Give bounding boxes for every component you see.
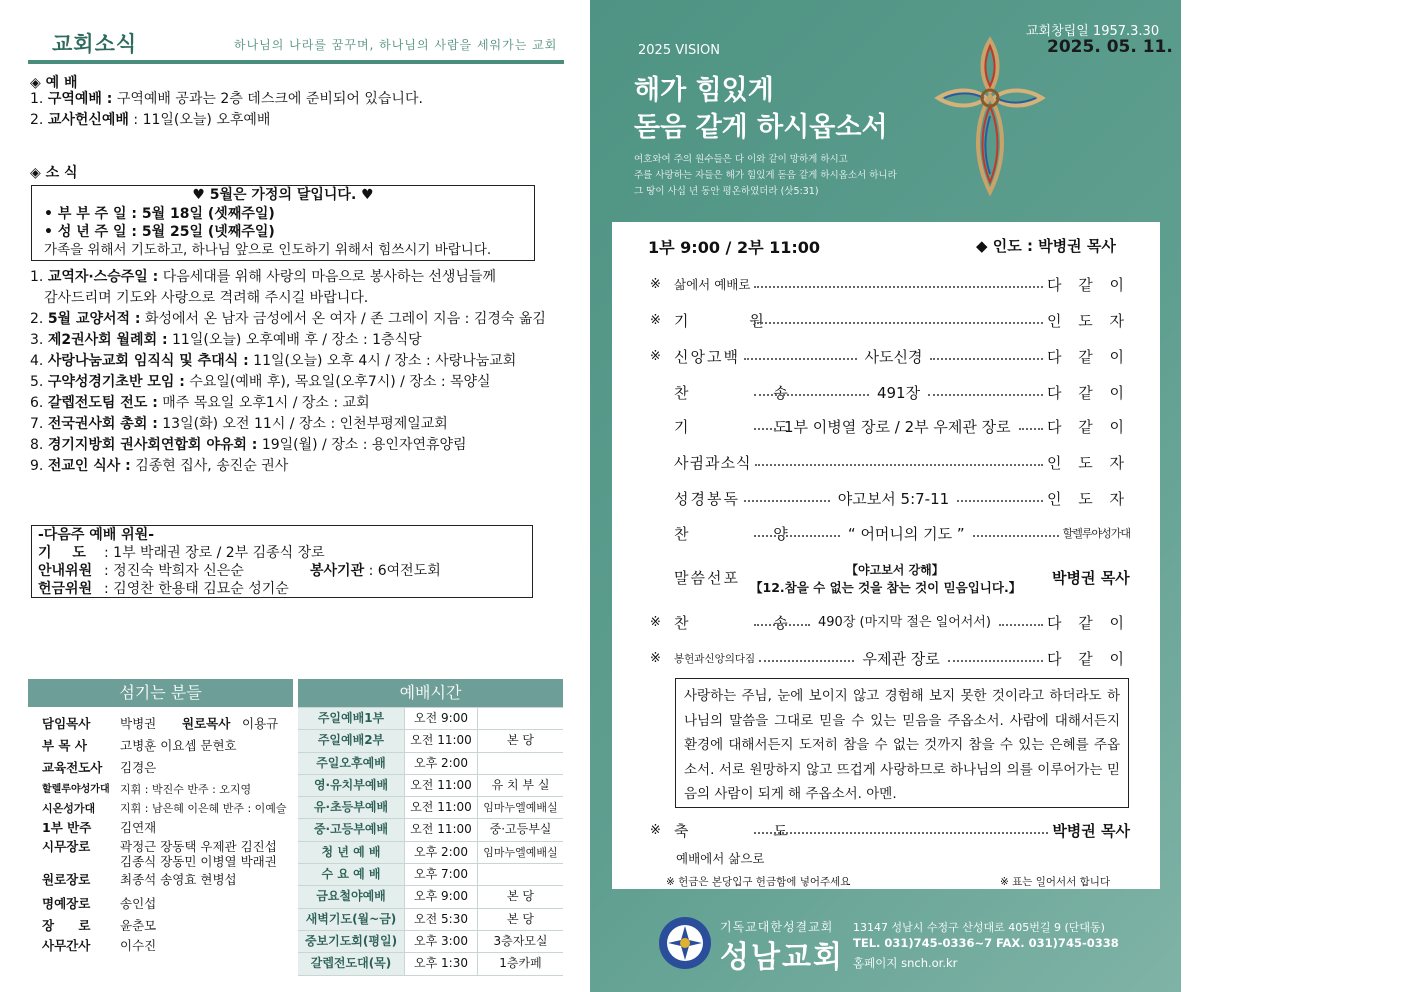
woven-cross-icon — [930, 36, 1050, 196]
list-item: 1. 구역예배 : 구역예배 공과는 2층 데스크에 준비되어 있습니다. — [30, 91, 423, 107]
table-row: 영·유치부예배 오전 11:00 유 치 부 실 — [298, 775, 563, 797]
list-item: 8. 경기지방회 권사회연합회 야유회 : 19일(월) / 장소 : 용인자연휴양림 — [30, 437, 467, 453]
table-row: 수 요 예 배 오후 7:00 — [298, 864, 563, 886]
prayer-box: 사랑하는 주님, 눈에 보이지 않고 경험해 보지 못한 것이라고 하더라도 하나님의 말씀을 그대로 믿을 수 있는 믿음을 주옵소서. 사람에 대해서든지 환경에 대해서든지 도저히 참을 수 없는 것까지 참을 수 있는 은혜를 주옵소서. 서로 원망하지 않고 뜨겁게 사랑하므로 하나님의 의를 이루어가는 믿음의 사람이 되게 해 주옵소서. 아멘. — [675, 678, 1129, 808]
header-divider — [28, 60, 564, 64]
table-row: 중·고등부예배 오전 11:00 중·고등부실 — [298, 819, 563, 841]
table-row: 금요철야예배 오후 9:00 본 당 — [298, 886, 563, 908]
list-item: 시무장로 곽정근 장동택 우제관 김진섭 김종식 장동민 이병열 박래권 — [42, 839, 277, 869]
family-month-line: • 부 부 주 일 : 5월 18일 (셋째주일) — [44, 206, 275, 222]
offering-note: ※ 헌금은 본당입구 헌금함에 넣어주세요 — [666, 876, 851, 888]
servants-table — [28, 679, 293, 957]
order-item: 찬 양 “ 어머니의 기도 ” 할렐루야성가대 — [674, 525, 1130, 543]
order-item: 사귐과소식 인 도 자 — [674, 454, 1130, 472]
list-item: 교육전도사 김경은 — [42, 760, 157, 775]
services-table — [298, 679, 563, 976]
list-item: 4. 사랑나눔교회 임직식 및 추대식 : 11일(오늘) 오후 4시 / 장소 : 사랑나눔교회 — [30, 353, 517, 369]
servants-title: 섬기는 분들 — [28, 679, 293, 707]
list-item: 사무간사 이수진 — [42, 938, 157, 953]
news-list — [30, 267, 546, 477]
list-item: 5. 구약성경기초반 모임 : 수요일(예배 후), 목요일(오후7시) / 장소 : 목양실 — [30, 374, 491, 390]
list-item: 부 목 사 고병훈 이요셉 문현호 — [42, 738, 237, 753]
church-name: 성남교회 — [720, 940, 844, 975]
table-row: 주일예배2부 오전 11:00 본 당 — [298, 730, 563, 752]
service-times: 1부 9:00 / 2부 11:00 — [648, 238, 821, 257]
service-leader: ◆ 인도 : 박병권 목사 — [976, 237, 1116, 255]
list-item: 7. 전국권사회 총회 : 13일(화) 오전 11시 / 장소 : 인천부평제일교회 — [30, 416, 448, 432]
table-row: 청 년 예 배 오후 2:00 임마누엘예배실 — [298, 842, 563, 864]
next-week-offering: 헌금위원 : 김영찬 한용태 김묘순 성기순 — [38, 581, 289, 597]
order-item: ※ 기 원 인 도 자 — [650, 312, 1130, 330]
family-month-line: 가족을 위해서 기도하고, 하나님 앞으로 인도하기 위해서 힘쓰시기 바랍니다. — [44, 242, 492, 258]
order-item: ※ 찬 송 490장 (마지막 절은 일어서서) 다 같 이 — [650, 614, 1130, 632]
table-row: 주일오후예배 오후 2:00 — [298, 753, 563, 775]
denomination: 기독교대한성결교회 — [720, 920, 834, 934]
cover-headline: 해가 힘있게 돋음 같게 하시옵소서 — [634, 75, 888, 143]
list-item: 6. 갈렙전도팀 전도 : 매주 목요일 오후1시 / 장소 : 교회 — [30, 395, 370, 411]
order-item: ※ 축 도 박병권 목사 — [650, 822, 1130, 840]
page-title: 교회소식 — [52, 32, 138, 56]
worship-list — [30, 89, 423, 131]
list-item: 3. 제2권사회 월례회 : 11일(오늘) 오후예배 후 / 장소 : 1층식당 — [30, 332, 422, 348]
list-item: 명예장로 송인섭 — [42, 896, 157, 911]
sermon-label: 말씀선포 — [674, 569, 740, 587]
founded-date: 교회창립일 1957.3.30 — [1026, 24, 1160, 39]
church-tel: TEL. 031)745-0336~7 — [853, 936, 993, 950]
table-row: 주일예배1부 오전 9:00 — [298, 708, 563, 730]
news-heading: ◈ 소 식 — [30, 165, 78, 181]
servants-list — [28, 707, 293, 957]
table-row: 유·초등부예배 오전 11:00 임마누엘예배실 — [298, 797, 563, 819]
worship-heading: ◈ 예 배 — [30, 75, 78, 91]
table-row: 갈렙전도대(목) 오후 1:30 1층카페 — [298, 953, 563, 975]
next-week-box — [31, 525, 533, 598]
church-logo-icon — [656, 914, 714, 972]
list-item: 담임목사 박병권 원로목사 이용규 — [42, 716, 279, 731]
list-item: 할렐루야성가대 지휘 : 박진수 반주 : 오지영 — [42, 783, 252, 796]
next-week-prayer: 기 도 : 1부 박래권 장로 / 2부 김종식 장로 — [38, 545, 325, 561]
list-item: 감사드리며 기도와 사랑으로 격려해 주시길 바랍니다. — [44, 290, 369, 306]
order-item: ※ 신앙고백 사도신경 다 같 이 — [650, 348, 1131, 366]
list-item: 2. 교사헌신예배 : 11일(오늘) 오후예배 — [30, 112, 271, 128]
order-item: 기 도 1부 이병열 장로 / 2부 우제관 장로 다 같 이 — [674, 418, 1130, 436]
vision-label: 2025 VISION — [638, 43, 720, 58]
table-row: 중보기도회(평일) 오후 3:00 3층자모실 — [298, 931, 563, 953]
list-item: 장 로 윤춘모 — [42, 918, 157, 933]
family-month-box — [31, 185, 535, 261]
family-month-line: • 성 년 주 일 : 5월 25일 (넷째주일) — [44, 224, 275, 240]
list-item: 시온성가대 지휘 : 남은혜 이은혜 반주 : 이예슬 — [42, 802, 287, 815]
order-item: ※ 봉헌과신앙의다짐 우제관 장로 다 같 이 — [650, 650, 1131, 668]
family-month-title: ♥ 5월은 가정의 달입니다. ♥ — [192, 187, 374, 203]
sermon-series: 【야고보서 강해】 — [846, 563, 944, 577]
services-title: 예배시간 — [298, 679, 563, 707]
table-row: 새벽기도(월~금) 오전 5:30 본 당 — [298, 909, 563, 931]
church-address: 13147 성남시 수정구 산성대로 405번길 9 (단대동) — [853, 921, 1105, 934]
list-item: 1부 반주 김연재 — [42, 820, 157, 835]
list-item: 원로장로 최종석 송영효 현병섭 — [42, 872, 237, 887]
standing-note: ※ 표는 일어서서 합니다 — [1000, 876, 1111, 888]
sermon-title: 【12.참을 수 없는 것을 참는 것이 믿음입니다.】 — [750, 580, 1022, 595]
order-item: 성경봉독 야고보서 5:7-11 인 도 자 — [674, 490, 1131, 508]
church-motto: 하나님의 나라를 꿈꾸며, 하나님의 사람을 세워가는 교회 — [234, 38, 558, 52]
church-fax: FAX. 031)745-0338 — [996, 936, 1119, 950]
order-item: ※ 삶에서 예배로 다 같 이 — [650, 276, 1130, 294]
sermon-preacher: 박병권 목사 — [1052, 569, 1130, 587]
services-rows — [298, 707, 563, 976]
order-item: 찬 송 491장 다 같 이 — [674, 384, 1131, 402]
closing-text: 예배에서 삶으로 — [676, 851, 765, 866]
bulletin-date: 2025. 05. 11. — [1047, 37, 1173, 57]
list-item: 1. 교역자·스승주일 : 다음세대를 위해 사랑의 마음으로 봉사하는 선생님들께 — [30, 269, 497, 285]
cover-verse: 여호와여 주의 원수들은 다 이와 같이 망하게 하시고 주를 사랑하는 자들은 해가 힘있게 돋음 같게 하시옵소서 하니라 그 땅이 사십 년 동안 평온하였더라 (삿5:31) — [634, 154, 897, 197]
next-week-title: -다음주 예배 위원- — [38, 527, 155, 543]
list-item: 2. 5월 교양서적 : 화성에서 온 남자 금성에서 온 여자 / 존 그레이 지음 : 김경숙 옮김 — [30, 311, 546, 327]
list-item: 9. 전교인 식사 : 김종현 집사, 송진순 권사 — [30, 458, 289, 474]
church-homepage: 홈페이지 snch.or.kr — [853, 956, 958, 970]
next-week-ushers: 안내위원 : 정진숙 박희자 신은순 봉사기관 : 6여전도회 — [38, 563, 441, 579]
